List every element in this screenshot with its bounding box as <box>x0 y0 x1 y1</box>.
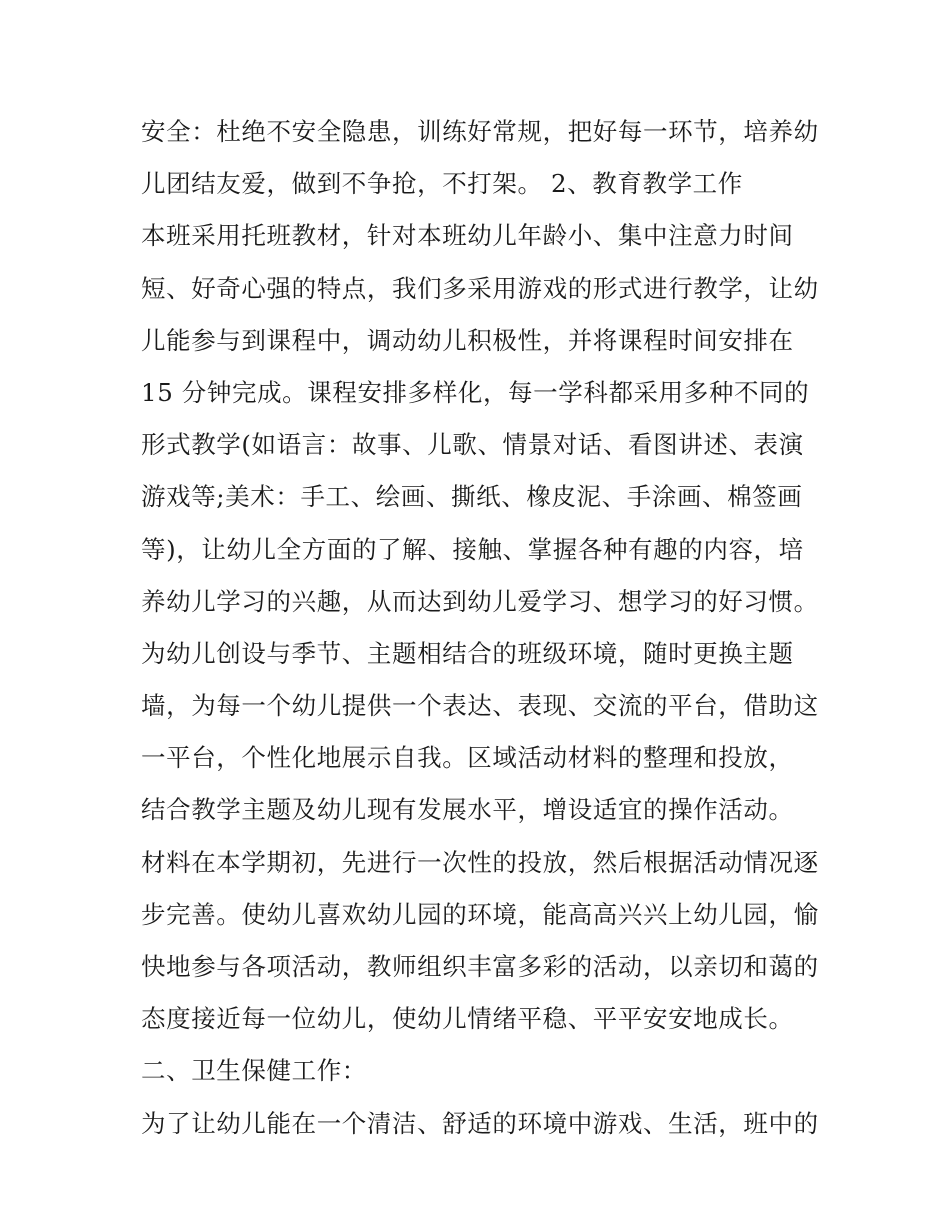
text-line: 儿能参与到课程中，调动幼儿积极性，并将课程时间安排在 <box>141 325 794 355</box>
text-line: 材料在本学期初，先进行一次性的投放，然后根据活动情况逐 <box>141 847 819 877</box>
text-line: 游戏等;美术：手工、绘画、撕纸、橡皮泥、手涂画、棉签画 <box>141 482 803 512</box>
text-line: 本班采用托班教材，针对本班幼儿年龄小、集中注意力时间 <box>141 221 794 251</box>
text-line: 结合教学主题及幼儿现有发展水平，增设适宜的操作活动。 <box>141 795 794 825</box>
text-line: 为幼儿创设与季节、主题相结合的班级环境，随时更换主题 <box>141 638 794 668</box>
text-line: 养幼儿学习的兴趣，从而达到幼儿爱学习、想学习的好习惯。 <box>141 586 819 616</box>
body-text <box>141 106 831 1150</box>
text-line: 快地参与各项活动，教师组织丰富多彩的活动，以亲切和蔼的 <box>141 952 819 981</box>
text-line: 步完善。使幼儿喜欢幼儿园的环境，能高高兴兴上幼儿园，愉 <box>141 899 819 929</box>
text-line: 短、好奇心强的特点，我们多采用游戏的形式进行教学，让幼 <box>141 273 819 303</box>
text-line: 墙，为每一个幼儿提供一个表达、表现、交流的平台，借助这 <box>141 691 819 721</box>
text-line: 安全：杜绝不安全隐患，训练好常规，把好每一环节，培养幼 <box>141 117 819 146</box>
text-line: 形式教学(如语言：故事、儿歌、情景对话、看图讲述、表演 <box>141 430 804 460</box>
text-line: 等)，让幼儿全方面的了解、接触、掌握各种有趣的内容，培 <box>141 534 804 564</box>
text-line: 态度接近每一位幼儿，使幼儿情绪平稳、平平安安地成长。 <box>141 1004 794 1034</box>
text-line: 儿团结友爱，做到不争抢，不打架。 2、教育教学工作 <box>141 169 743 199</box>
text-line: 为了让幼儿能在一个清洁、舒适的环境中游戏、生活，班中的 <box>141 1108 819 1138</box>
text-line: 一平台，个性化地展示自我。区域活动材料的整理和投放， <box>141 743 794 773</box>
text-line: 15 分钟完成。课程安排多样化，每一学科都采用多种不同的 <box>141 377 810 407</box>
section-heading: 二、卫生保健工作： <box>141 1056 367 1086</box>
